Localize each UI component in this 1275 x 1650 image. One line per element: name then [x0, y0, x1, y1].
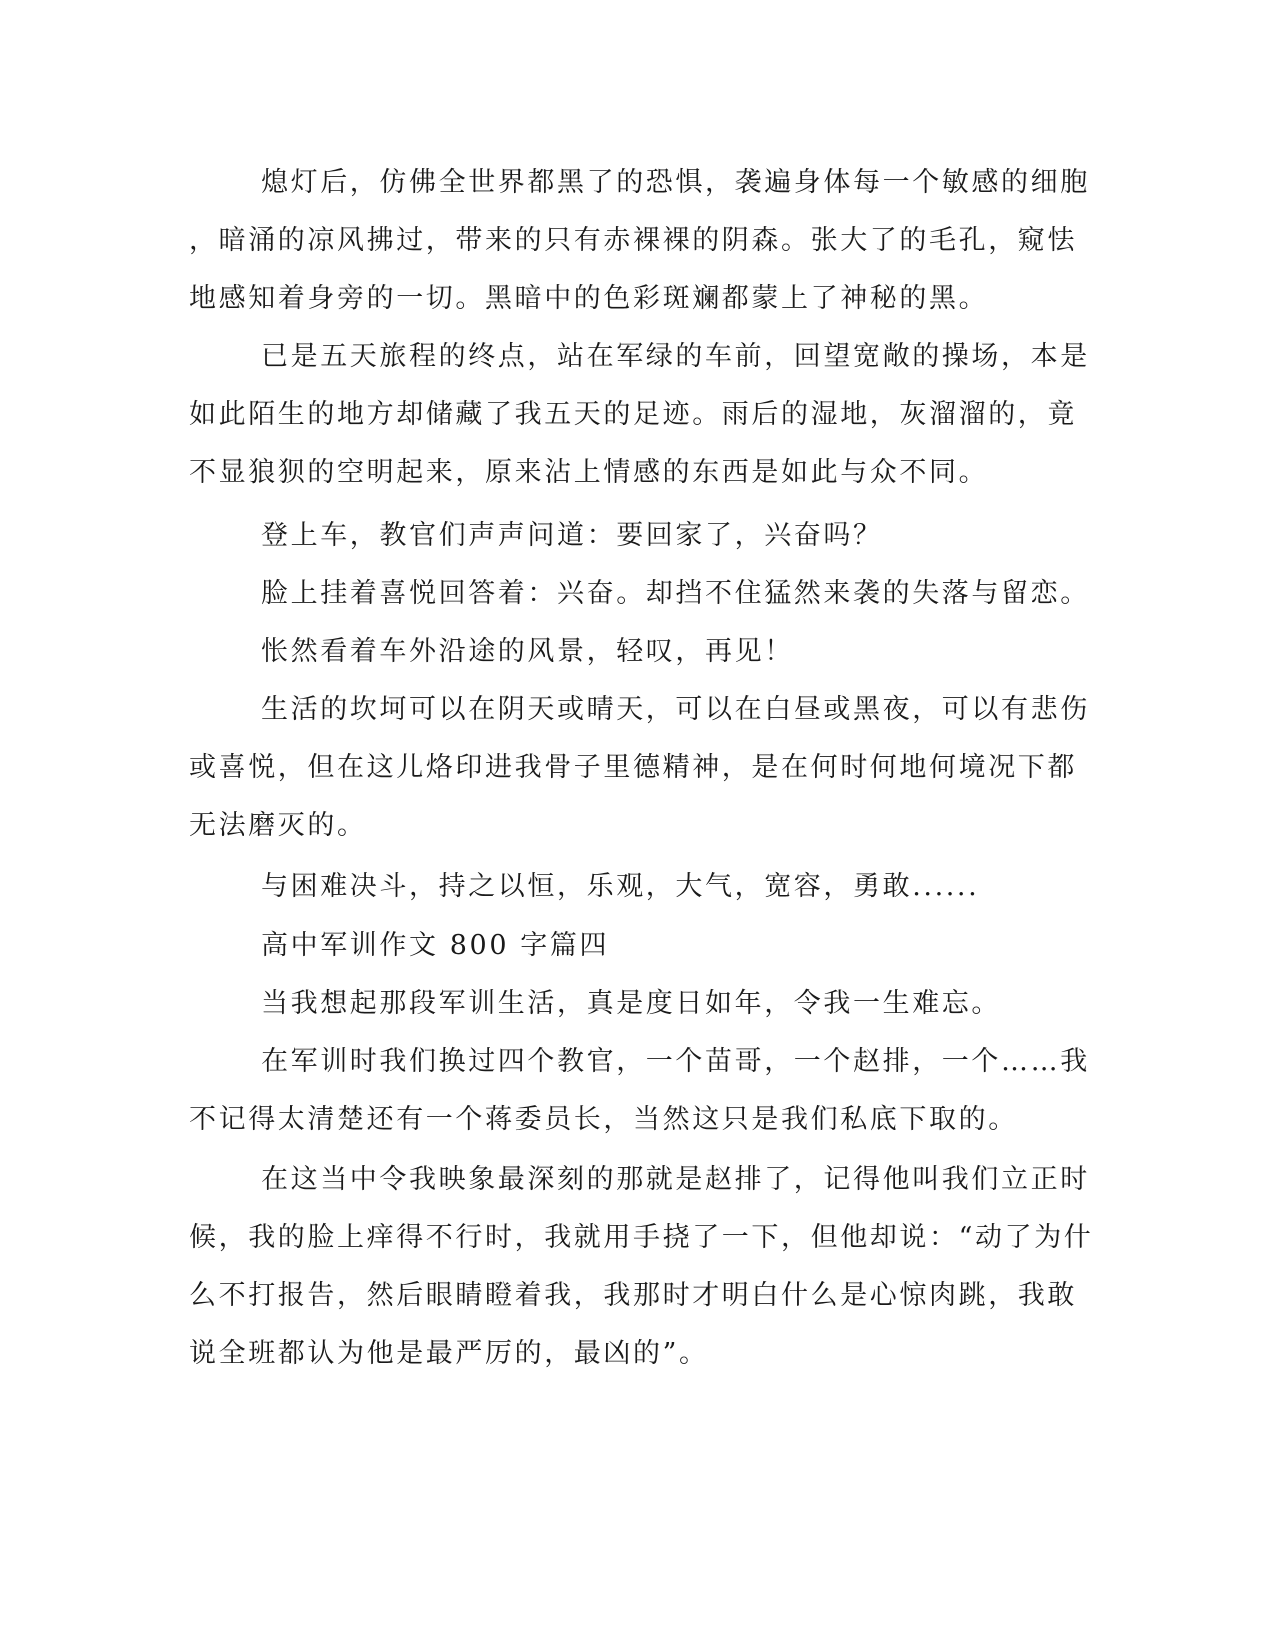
text-line: 与困难决斗，持之以恒，乐观，大气，宽容，勇敢......	[261, 871, 980, 902]
text-line: 生活的坎坷可以在阴天或晴天，可以在白昼或黑夜，可以有悲伤	[261, 694, 1090, 725]
text-line: 不记得太清楚还有一个蒋委员长，当然这只是我们私底下取的。	[189, 1104, 1018, 1135]
text-line: 无法磨灭的。	[189, 810, 367, 841]
text-line: 脸上挂着喜悦回答着：兴奋。却挡不住猛然来袭的失落与留恋。	[261, 578, 1090, 609]
text-line: 在军训时我们换过四个教官，一个苗哥，一个赵排，一个……我	[261, 1046, 1090, 1077]
text-line: 当我想起那段军训生活，真是度日如年，令我一生难忘。	[261, 988, 1001, 1019]
section-heading: 高中军训作文 800 字篇四	[261, 930, 610, 961]
text-line: 熄灯后，仿佛全世界都黑了的恐惧，袭遍身体每一个敏感的细胞	[261, 167, 1090, 198]
text-line: 登上车，教官们声声问道：要回家了，兴奋吗？	[261, 520, 883, 551]
text-line: 地感知着身旁的一切。黑暗中的色彩斑斓都蒙上了神秘的黑。	[189, 283, 989, 314]
text-line: 候，我的脸上痒得不行时，我就用手挠了一下，但他却说：“动了为什	[189, 1222, 1094, 1253]
text-line: 怅然看着车外沿途的风景，轻叹，再见！	[261, 636, 794, 667]
text-line: 已是五天旅程的终点，站在军绿的车前，回望宽敞的操场，本是	[261, 341, 1090, 372]
text-line: 在这当中令我映象最深刻的那就是赵排了，记得他叫我们立正时	[261, 1164, 1090, 1195]
text-line: 不显狼狈的空明起来，原来沾上情感的东西是如此与众不同。	[189, 457, 989, 488]
text-line: 么不打报告，然后眼睛瞪着我，我那时才明白什么是心惊肉跳，我敢	[189, 1280, 1077, 1311]
text-line: ，暗涌的凉风拂过，带来的只有赤裸裸的阴森。张大了的毛孔，窥怯	[189, 225, 1077, 256]
text-line: 或喜悦，但在这儿烙印进我骨子里德精神，是在何时何地何境况下都	[189, 752, 1077, 783]
text-line: 说全班都认为他是最严厉的，最凶的”。	[189, 1338, 709, 1369]
text-line: 如此陌生的地方却储藏了我五天的足迹。雨后的湿地，灰溜溜的，竟	[189, 399, 1077, 430]
